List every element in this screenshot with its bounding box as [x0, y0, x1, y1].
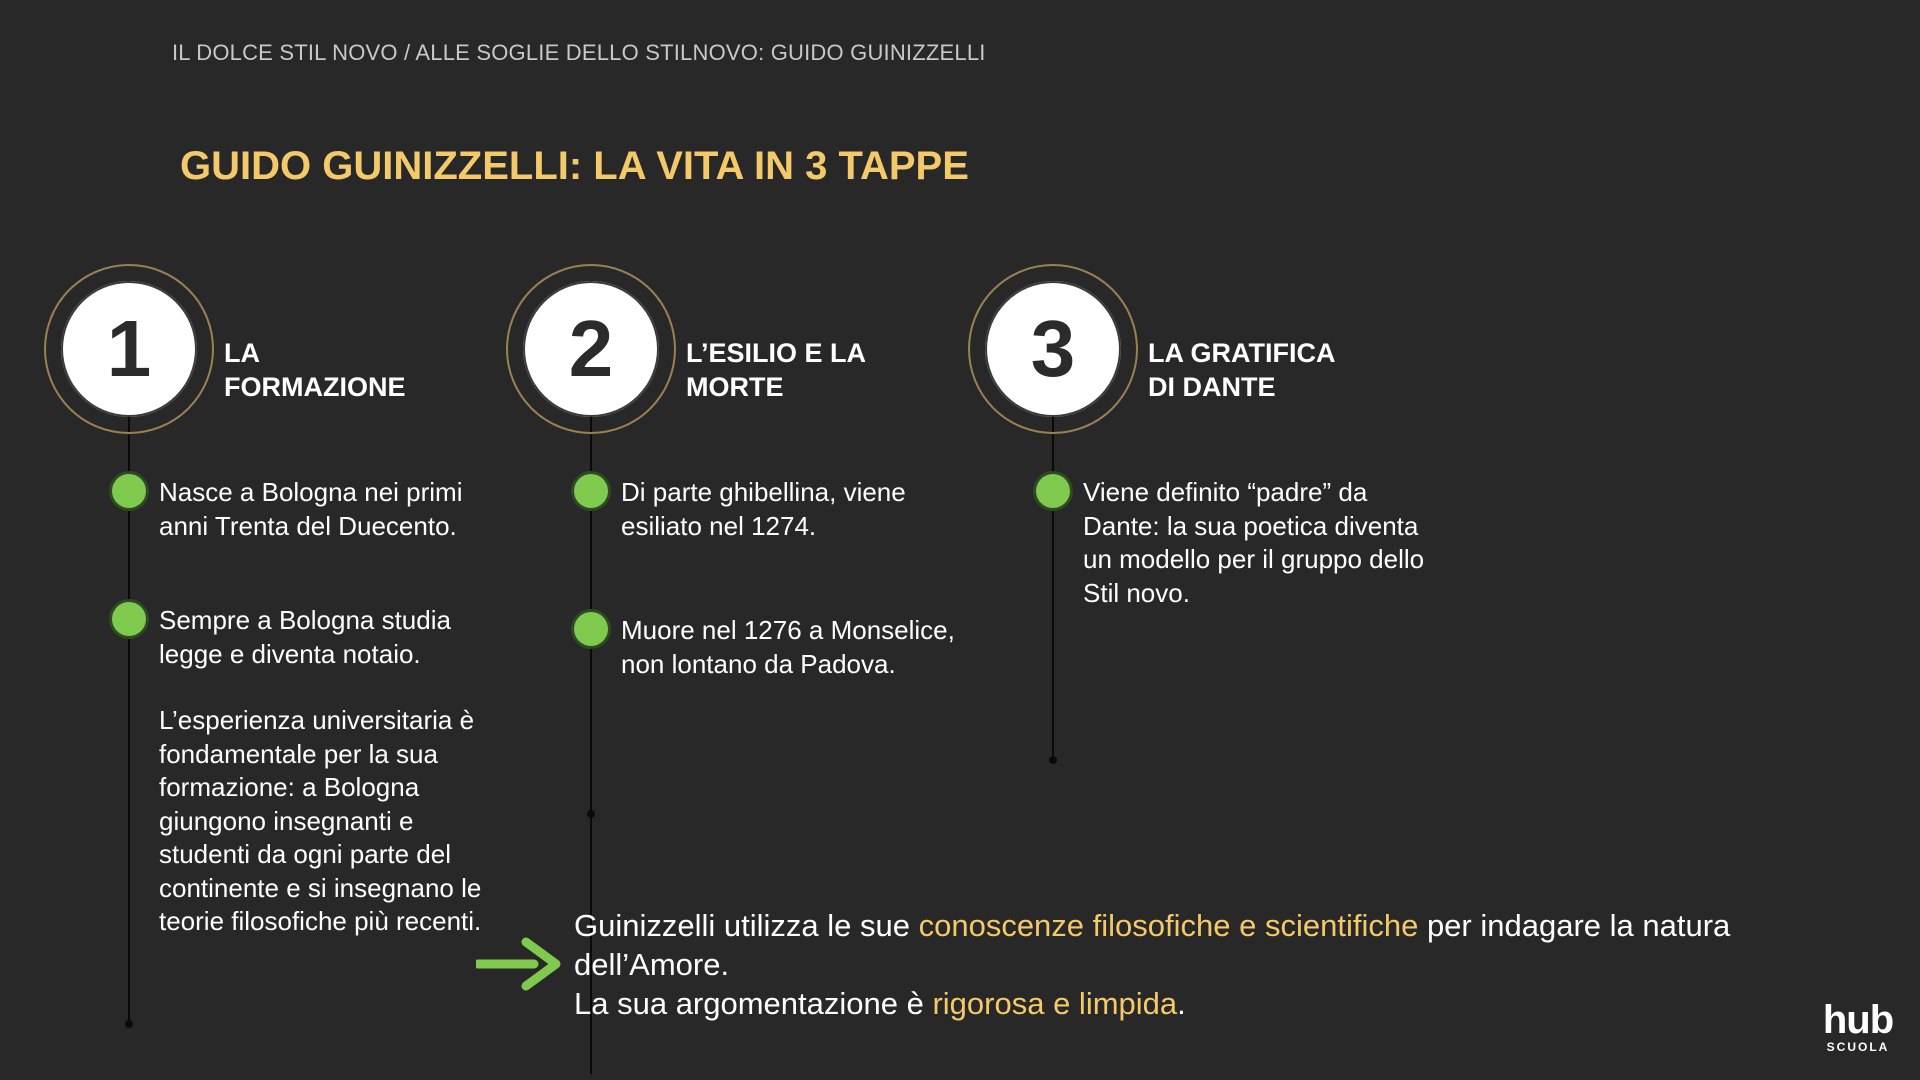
step-number-circle [985, 281, 1121, 417]
bullet-text: Muore nel 1276 a Monselice, non lontano da Padova. [621, 615, 955, 679]
bottom-note [574, 906, 1774, 1023]
timeline-end [1049, 756, 1057, 764]
timeline-line [1052, 414, 1054, 760]
logo-name: hub [1822, 998, 1894, 1042]
note-text: per indagare la natura dell’Amore. [574, 908, 1731, 982]
step-number-circle [523, 281, 659, 417]
step-number-circle [61, 281, 197, 417]
bullet-dot-icon [112, 474, 146, 508]
step-extra-text: L’esperienza universitaria è fondamentale per la sua formazione: a Bologna giungono insegnanti e studenti da ogni parte del continente e si insegnano le teorie filosofiche più recenti. [159, 705, 482, 936]
step-heading-line2: FORMAZIONE [224, 372, 406, 402]
step-heading-line1: LA GRATIFICA [1148, 338, 1336, 368]
green-arrow-icon [476, 934, 562, 994]
page-title: GUIDO GUINIZZELLI: LA VITA IN 3 TAPPE [180, 144, 969, 188]
step-number: 3 [1030, 304, 1076, 393]
bullet-text: Sempre a Bologna studia legge e diventa notaio. [159, 605, 451, 669]
step-number: 1 [106, 304, 152, 393]
step-heading [1148, 336, 1428, 404]
breadcrumb: IL DOLCE STIL NOVO / ALLE SOGLIE DELLO STILNOVO: GUIDO GUINIZZELLI [172, 40, 986, 65]
step-heading-line2: DI DANTE [1148, 372, 1276, 402]
note-text: . [1177, 986, 1186, 1021]
bullet-text: Nasce a Bologna nei primi anni Trenta del Duecento. [159, 477, 463, 541]
step-number: 2 [568, 304, 614, 393]
hub-scuola-logo [1820, 1000, 1896, 1058]
note-highlight: rigorosa e limpida [932, 986, 1178, 1021]
bullet-text: Viene definito “padre” da Dante: la sua poetica diventa un modello per il gruppo dello Stil novo. [1083, 477, 1425, 608]
step-heading-line1: L’ESILIO E LA [686, 338, 867, 368]
step-heading-line2: MORTE [686, 372, 784, 402]
step-heading [224, 336, 504, 404]
bullet-dot-icon [574, 474, 608, 508]
timeline-end [125, 1020, 133, 1028]
step-heading-line1: LA [224, 338, 260, 368]
bullet-dot-icon [574, 612, 608, 646]
step-1 [44, 264, 514, 1044]
note-text: La sua argomentazione è [574, 986, 933, 1021]
note-text: Guinizzelli utilizza le sue [574, 908, 919, 943]
bullet-text: Di parte ghibellina, viene esiliato nel 1274. [621, 477, 906, 541]
note-highlight: conoscenze filosofiche e scientifiche [918, 908, 1419, 943]
timeline-end [587, 810, 595, 818]
logo-subtitle: SCUOLA [1826, 1040, 1890, 1054]
bullet-dot-icon [112, 602, 146, 636]
step-heading [686, 336, 966, 404]
bullet-dot-icon [1036, 474, 1070, 508]
